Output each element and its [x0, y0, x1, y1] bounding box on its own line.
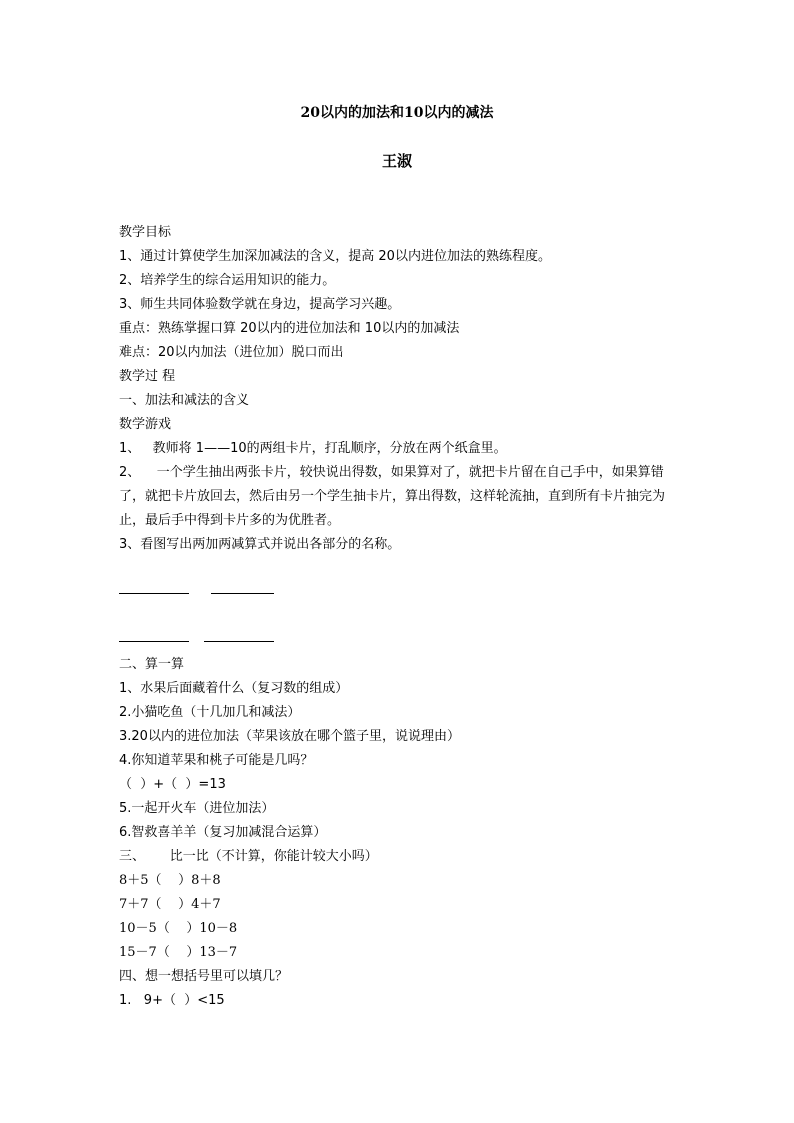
comparison-3: 10－5（ ）10－8: [119, 921, 238, 936]
document-author: 王淑: [381, 152, 412, 170]
section-heading-goals: 教学目标: [119, 225, 172, 240]
document-body: [119, 221, 679, 1013]
part-1-heading: 一、加法和减法的含义: [119, 393, 250, 408]
spacer: [119, 605, 679, 629]
comparison-4: 15－7（ ）13－7: [119, 945, 238, 960]
exercise-6: 6.智救喜羊羊（复习加减混合运算）: [119, 825, 327, 840]
comparison-1: 8＋5（ ）8＋8: [119, 873, 221, 888]
goal-item-2: 2、培养学生的综合运用知识的能力。: [119, 273, 336, 288]
answer-blank[interactable]: [119, 593, 189, 594]
part-3-heading: 三、 比一比（不计算，你能计较大小吗）: [119, 849, 378, 864]
exercise-4-equation: （ ）+（ ）=13: [119, 777, 226, 792]
comparison-2: 7＋7（ ）4＋7: [119, 897, 221, 912]
goal-item-1: 1、通过计算使学生加深加减法的含义，提高 20以内进位加法的熟练程度。: [119, 249, 551, 264]
answer-blank[interactable]: [119, 641, 189, 642]
math-game-heading: 数学游戏: [119, 417, 172, 432]
goal-item-3: 3、师生共同体验数学就在身边，提高学习兴趣。: [119, 297, 401, 312]
answer-blank[interactable]: [211, 593, 274, 594]
difficult-point: 难点：20以内加法（进位加）脱口而出: [119, 345, 344, 360]
game-step-1: 1、 教师将 1——10的两组卡片，打乱顺序，分放在两个纸盒里。: [119, 441, 507, 456]
part-4-heading: 四、想一想括号里可以填几？: [119, 969, 289, 984]
exercise-2: 2.小猫吃鱼（十几加几和减法）: [119, 705, 301, 720]
answer-blanks-row-2: [119, 629, 679, 653]
fill-in-1: 1. 9+（ ）<15: [119, 993, 225, 1008]
exercise-1: 1、水果后面藏着什么（复习数的组成）: [119, 681, 349, 696]
exercise-5: 5.一起开火车（进位加法）: [119, 801, 275, 816]
document-title: 20以内的加法和10以内的减法: [300, 105, 494, 121]
exercise-4: 4.你知道苹果和桃子可能是几吗？: [119, 753, 314, 768]
part-2-heading: 二、算一算: [119, 657, 185, 672]
key-point: 重点：熟练掌握口算 20以内的进位加法和 10以内的加减法: [119, 321, 460, 336]
section-heading-process: 教学过 程: [119, 369, 176, 384]
answer-blank[interactable]: [204, 641, 274, 642]
exercise-3: 3.20以内的进位加法（苹果该放在哪个篮子里，说说理由）: [119, 729, 460, 744]
answer-blanks-row-1: [119, 581, 679, 605]
spacer: [119, 557, 679, 581]
game-step-3: 3、看图写出两加两减算式并说出各部分的名称。: [119, 537, 401, 552]
game-step-2: 2、 一个学生抽出两张卡片，较快说出得数，如果算对了，就把卡片留在自己手中，如果算错了，就把卡片放回去，然后由另一个学生抽卡片，算出得数，这样轮流抽，直到所有卡片抽完为止，最后手中得到卡片多的为优胜者。: [119, 465, 666, 528]
